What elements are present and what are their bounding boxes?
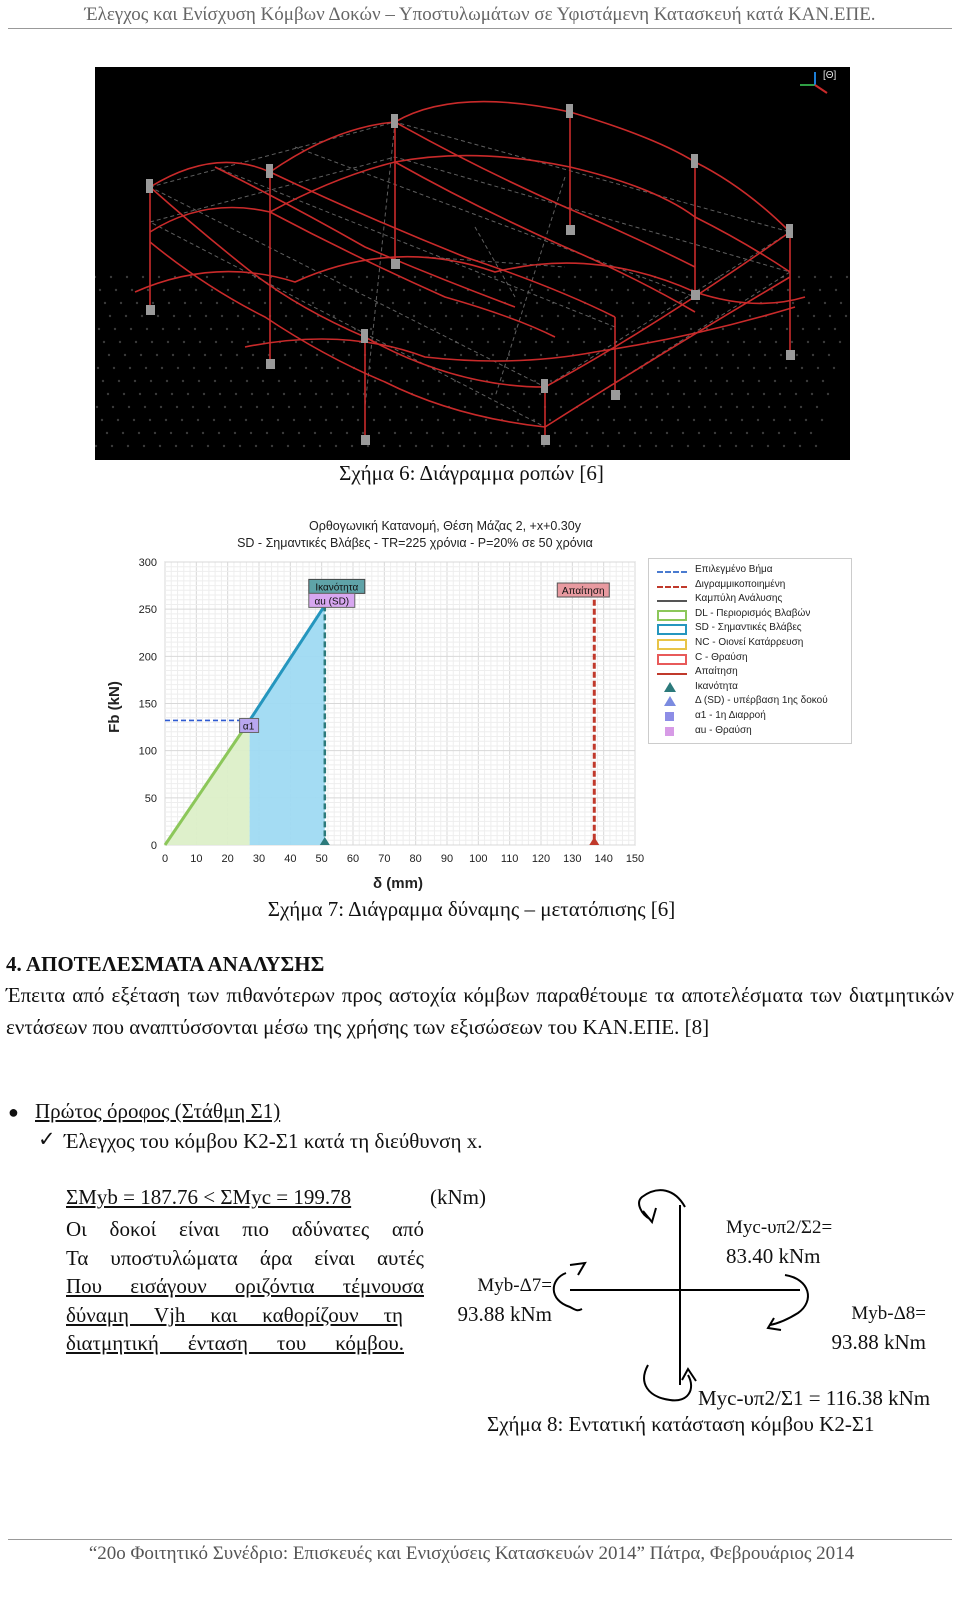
frame-3d-drawing xyxy=(95,67,850,460)
view-toolbar-label: [Θ] xyxy=(823,70,837,81)
moment-right-value: 93.88 kNm xyxy=(831,1330,926,1354)
bullet-floor-text: Πρώτος όροφος (Στάθμη Σ1) xyxy=(35,1099,281,1123)
x-tick-label: 70 xyxy=(378,853,391,865)
legend-label: Ικανότητα xyxy=(695,680,738,692)
capacity-label: Ικανότητα xyxy=(315,582,359,594)
y-tick-label: 100 xyxy=(138,745,157,758)
legend-swatch xyxy=(657,639,687,650)
au-label: αu (SD) xyxy=(314,596,350,608)
x-tick-label: 150 xyxy=(625,853,645,865)
checkmark-icon: ✓ xyxy=(38,1127,56,1151)
explanation-line: Τα υποστυλώματα άρα είναι αυτές xyxy=(66,1245,424,1270)
y-tick-label: 200 xyxy=(138,651,157,664)
legend-swatch xyxy=(657,654,687,665)
x-tick-label: 10 xyxy=(190,853,203,865)
legend-item xyxy=(649,579,851,594)
moment-left-name: Myb-Δ7= xyxy=(477,1275,552,1296)
moment-arrow-left xyxy=(554,1273,582,1310)
demand-label: Απαίτηση xyxy=(561,586,605,598)
legend-swatch xyxy=(664,696,676,706)
legend-swatch xyxy=(664,682,676,692)
legend-item xyxy=(649,593,851,608)
legend-swatch xyxy=(657,610,687,621)
x-tick-label: 110 xyxy=(500,853,519,865)
y-axis-label: Fb (kN) xyxy=(106,681,123,733)
figure8-caption: Σχήμα 8: Εντατική κατάσταση κόμβου Κ2-Σ1 xyxy=(487,1412,875,1436)
legend-item xyxy=(649,681,851,696)
moment-top-name: Myc-υπ2/Σ2= xyxy=(726,1217,833,1238)
x-tick-label: 60 xyxy=(346,853,360,865)
footer-rule xyxy=(8,1539,952,1540)
moment-bottom-label: Myc-υπ2/Σ1 = 116.38 kNm xyxy=(698,1386,931,1410)
moment-arrow-right xyxy=(770,1275,808,1325)
legend-item xyxy=(649,622,851,637)
a1-label: α1 xyxy=(242,721,255,733)
header-rule xyxy=(8,28,952,29)
moment-left-value: 93.88 kNm xyxy=(457,1302,552,1326)
legend-item xyxy=(649,710,851,725)
check-item-text: Έλεγχος του κόμβου Κ2-Σ1 κατά τη διεύθυνση x. xyxy=(64,1129,483,1153)
explanation-line: δύναμη Vjh και καθορίζουν τη xyxy=(66,1302,403,1327)
legend-item xyxy=(649,608,851,623)
y-tick-label: 300 xyxy=(138,557,157,569)
figure7-caption: Σχήμα 7: Διάγραμμα δύναμης – μετατόπισης [6] xyxy=(267,897,676,921)
moment-top-value: 83.40 kNm xyxy=(726,1244,821,1268)
explanation-line: Που εισάγουν οριζόντια τέμνουσα xyxy=(66,1274,424,1298)
legend-item xyxy=(649,695,851,710)
legend-label: C - Θραύση xyxy=(695,651,748,663)
x-tick-label: 140 xyxy=(594,853,613,865)
figure6-caption: Σχήμα 6: Διάγραμμα ροπών [6] xyxy=(339,461,604,485)
moment-left-label xyxy=(440,1272,552,1328)
legend-label: α1 - 1η Διαρροή xyxy=(695,709,766,721)
y-tick-label: 150 xyxy=(138,698,157,711)
x-tick-label: 40 xyxy=(284,853,297,865)
moment-diagram-image xyxy=(95,67,850,460)
x-axis-label: δ (mm) xyxy=(373,875,423,892)
legend-item xyxy=(649,637,851,652)
section-title: 4. ΑΠΟΤΕΛΕΣΜΑΤΑ ΑΝΑΛΥΣΗΣ xyxy=(6,952,325,976)
legend-label: DL - Περιορισμός Βλαβών xyxy=(695,607,811,619)
legend-swatch xyxy=(657,624,687,635)
moment-top-label xyxy=(726,1214,832,1270)
x-tick-label: 100 xyxy=(469,853,488,865)
legend-label: αu - Θραύση xyxy=(695,724,752,736)
legend-label: Καμπύλη Ανάλυσης xyxy=(695,593,783,605)
x-tick-label: 30 xyxy=(252,853,266,865)
legend-label: Δ (SD) - υπέρβαση 1ης δοκού xyxy=(695,695,828,707)
moment-equation: ΣMyb = 187.76 < ΣMyc = 199.78 xyxy=(66,1185,352,1209)
legend-item xyxy=(649,725,851,740)
moment-arrow-bottom xyxy=(644,1365,691,1400)
x-tick-label: 0 xyxy=(161,853,169,865)
x-tick-label: 50 xyxy=(315,853,328,865)
legend-label: Επιλεγμένο Βήμα xyxy=(695,564,773,575)
legend-item xyxy=(649,666,851,681)
legend-label: NC - Οιονεί Κατάρρευση xyxy=(695,636,804,648)
chart-legend xyxy=(648,558,852,744)
moment-right-label xyxy=(808,1300,926,1356)
legend-swatch xyxy=(665,727,674,736)
moment-right-name: Myb-Δ8= xyxy=(851,1303,926,1324)
y-tick-label: 250 xyxy=(138,604,157,617)
legend-swatch xyxy=(665,712,674,721)
chart-subtitle: SD - Σημαντικές Βλάβες - TR=225 χρόνια - P=20% σε 50 χρόνια xyxy=(237,536,593,550)
section-paragraph: Έπειτα από εξέταση των πιθανότερων προς αστοχία κόμβων παραθέτουμε τα αποτελέσματα των διατμητικών εντάσεων που αναπτύσσονται μέσω της χρήσης των εξισώσεων του ΚΑΝ.ΕΠΕ. [8] xyxy=(6,983,954,1039)
y-tick-label: 0 xyxy=(150,840,157,852)
explanation-line: διατμητική ένταση του κόμβου. xyxy=(66,1331,404,1355)
legend-swatch xyxy=(657,600,687,602)
legend-swatch xyxy=(657,673,687,675)
explanation-line: Οι δοκοί είναι πιο αδύνατες από xyxy=(66,1217,424,1241)
legend-label: Απαίτηση xyxy=(695,666,738,678)
y-tick-label: 50 xyxy=(144,792,157,805)
x-tick-label: 90 xyxy=(440,853,454,865)
equation-units: (kNm) xyxy=(430,1185,486,1209)
legend-swatch xyxy=(657,571,687,573)
page-header: Έλεγχος και Ενίσχυση Κόμβων Δοκών – Υποστυλωμάτων σε Υφιστάμενη Κατασκευή κατά ΚΑΝ.ΕΠΕ. xyxy=(84,4,876,25)
page-footer: “20ο Φοιτητικό Συνέδριο: Επισκευές και Ενισχύσεις Κατασκευών 2014” Πάτρα, Φεβρουάριος 2014 xyxy=(88,1543,855,1564)
x-tick-label: 20 xyxy=(221,853,234,865)
legend-item xyxy=(649,564,851,579)
x-tick-label: 130 xyxy=(563,853,582,865)
legend-label: SD - Σημαντικές Βλάβες xyxy=(695,622,802,634)
x-tick-label: 120 xyxy=(531,853,551,865)
legend-swatch xyxy=(657,586,687,588)
legend-item xyxy=(649,652,851,667)
chart-title: Ορθογωνική Κατανομή, Θέση Μάζας 2, +x+0.30y xyxy=(309,519,581,533)
bullet-icon: ● xyxy=(8,1102,19,1122)
x-tick-label: 80 xyxy=(409,853,422,865)
explanation-text xyxy=(66,1215,424,1358)
legend-label: Διγραμμικοποιημένη xyxy=(695,578,786,590)
